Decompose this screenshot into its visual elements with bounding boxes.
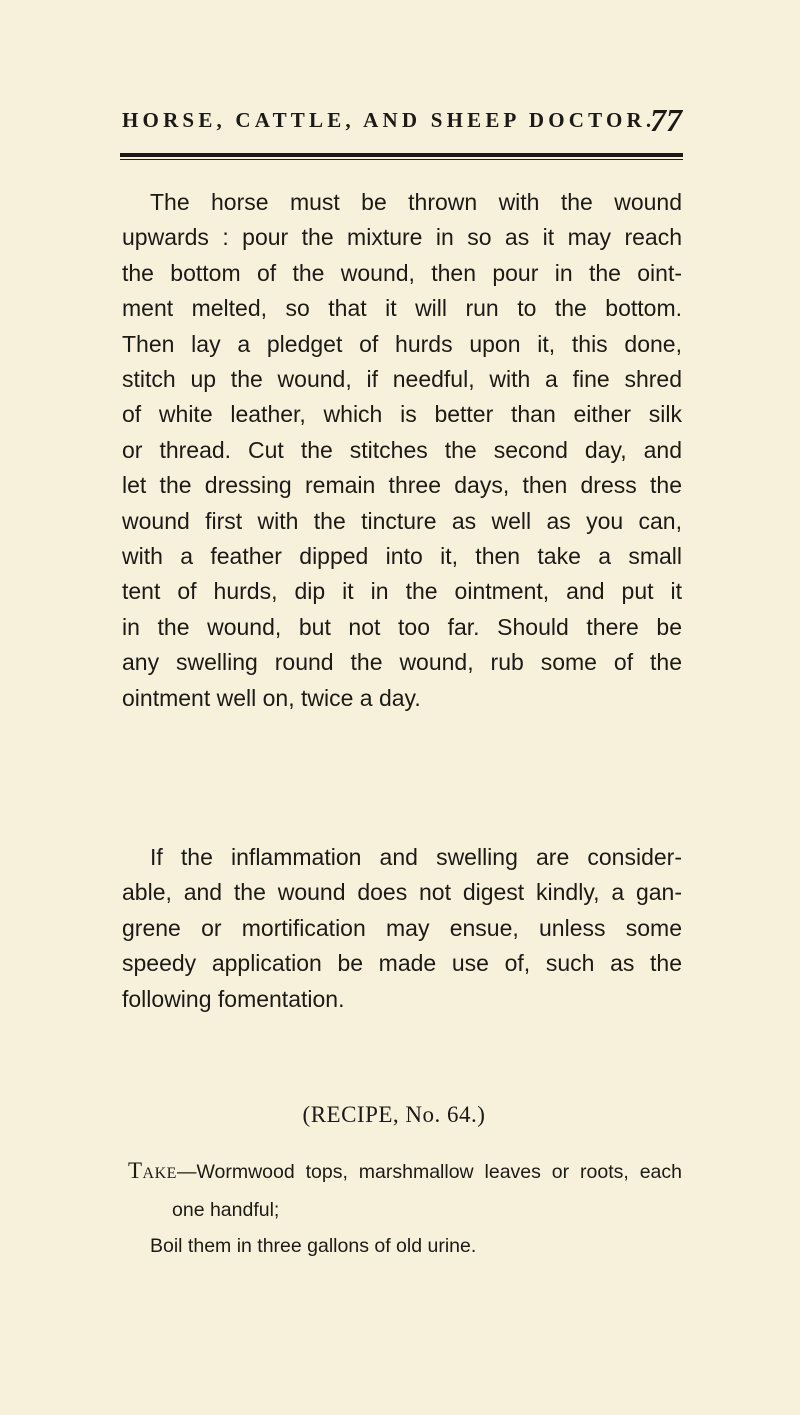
text-line: following fomentation.: [122, 985, 345, 1012]
text-line: If the inflammation and swelling are consider-: [150, 844, 682, 870]
text-line: the bottom of the wound, then pour in the oint-: [122, 259, 682, 286]
recipe-heading-text: (RECIPE, No. 64.): [302, 1102, 486, 1127]
page-number: 77: [650, 102, 682, 138]
recipe-line-rest: —Wormwood tops, marshmallow leaves or roots, each: [176, 1161, 682, 1183]
text-line: speedy application be made use of, such as the: [122, 950, 682, 977]
text-line: with a feather dipped into it, then take a small: [122, 543, 682, 570]
text-line: let the dressing remain three days, then dress the: [122, 472, 682, 499]
text-line: ment melted, so that it will run to the bottom.: [122, 295, 682, 322]
recipe-instruction: [150, 1227, 680, 1265]
text-line: upwards : pour the mixture in so as it may reach: [122, 224, 682, 251]
paragraph-2: [122, 840, 682, 1017]
text-line: wound first with the tincture as well as you can,: [122, 507, 682, 534]
recipe-ingredients: [128, 1152, 682, 1229]
recipe-heading: [0, 1102, 800, 1128]
recipe-line: one handful;: [172, 1199, 280, 1221]
text-line: able, and the wound does not digest kindly, a gan-: [122, 879, 682, 906]
text-line: grene or mortification may ensue, unless some: [122, 914, 682, 941]
text-line: stitch up the wound, if needful, with a fine shred: [122, 366, 682, 393]
text-line: Then lay a pledget of hurds upon it, this done,: [122, 330, 682, 357]
text-line: or thread. Cut the stitches the second day, and: [122, 436, 682, 463]
paragraph-1: [122, 185, 682, 716]
recipe-line: [128, 1152, 682, 1191]
text-line: any swelling round the wound, rub some of the: [122, 649, 682, 676]
header-rule-thick: [120, 153, 683, 157]
header-rule-thin: [120, 159, 683, 160]
text-line: tent of hurds, dip it in the ointment, and put it: [122, 578, 682, 605]
text-line: ointment well on, twice a day.: [122, 684, 421, 711]
text-line: The horse must be thrown with the wound: [150, 189, 682, 215]
running-head: [122, 104, 682, 144]
running-title: HORSE, CATTLE, AND SHEEP DOCTOR.: [122, 108, 656, 132]
recipe-take-word: Take: [128, 1158, 177, 1183]
recipe-line: Boil them in three gallons of old urine.: [150, 1235, 477, 1257]
text-line: of white leather, which is better than either silk: [122, 401, 682, 428]
text-line: in the wound, but not too far. Should there be: [122, 613, 682, 640]
